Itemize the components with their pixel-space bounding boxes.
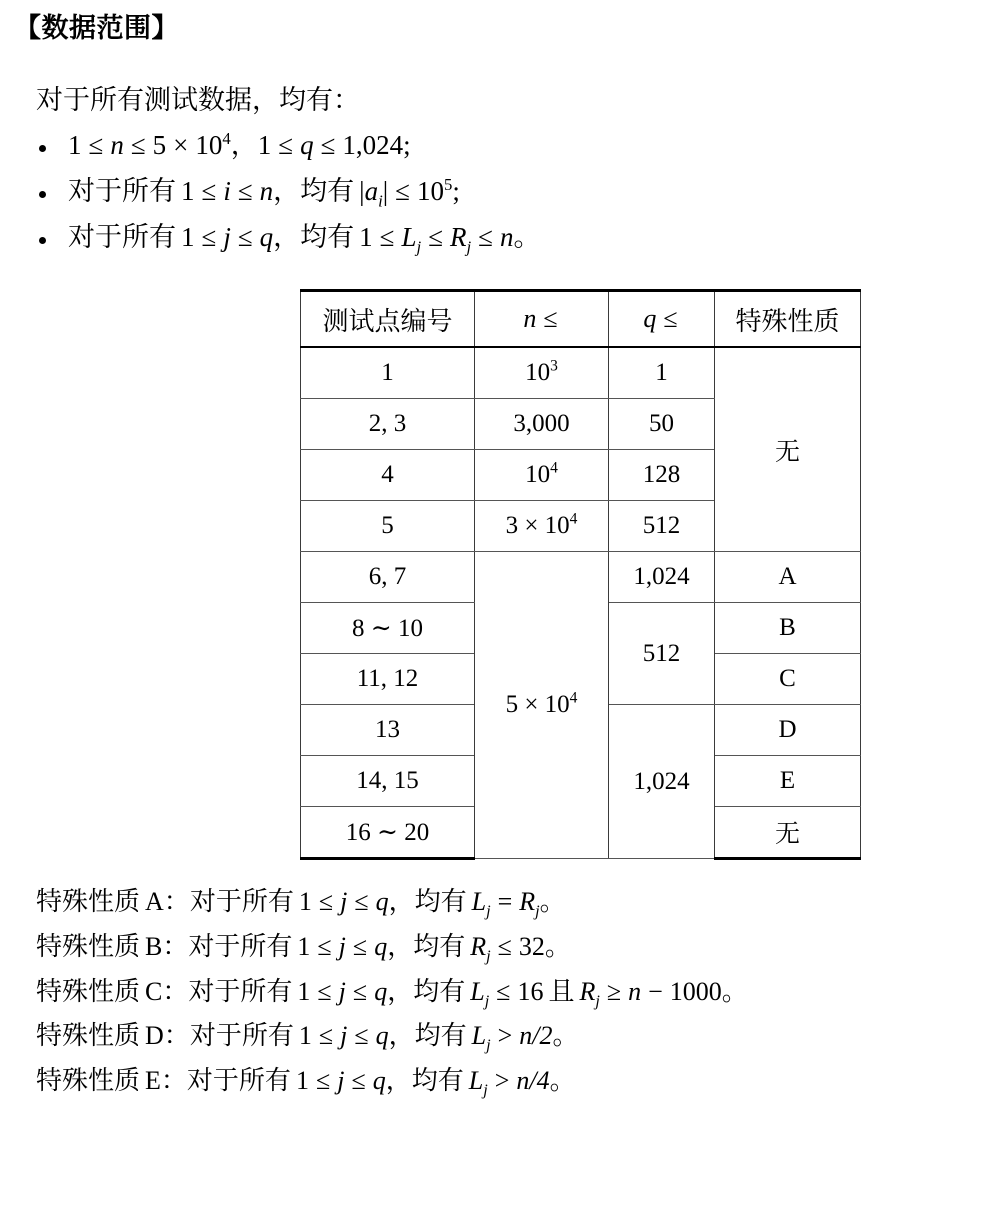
le-operator: ≤	[478, 222, 493, 253]
note-property-a	[36, 886, 1008, 921]
var-a: a	[364, 176, 379, 207]
value-one: 1	[257, 130, 272, 161]
comma-separator: ，	[388, 1021, 415, 1051]
cell-special-b: B	[715, 603, 861, 654]
cell-special-none-top: 无	[715, 347, 861, 552]
cell-special-a: A	[715, 552, 861, 603]
n-base: 5 × 10	[505, 691, 570, 719]
le-operator: ≤	[318, 887, 334, 917]
cell-special-d: D	[715, 705, 861, 756]
cell-n-limit	[475, 399, 609, 450]
cell-testpoint: 2, 3	[301, 399, 475, 450]
value-one: 1	[181, 176, 195, 207]
exponent: 5	[443, 175, 453, 195]
gt-operator: >	[497, 1021, 513, 1051]
var-j: j	[340, 887, 348, 917]
note-colon: ：	[163, 1021, 190, 1051]
text-holds: 均有	[413, 931, 466, 961]
list-item-constraint-a-i	[0, 175, 1008, 211]
var-q: q	[300, 130, 314, 161]
semicolon: ;	[403, 130, 411, 161]
note-letter: B	[145, 931, 163, 961]
le-operator: ≤	[318, 1021, 334, 1051]
note-label: 特殊性质	[36, 1021, 141, 1051]
var-n: n	[500, 222, 514, 253]
subscript-j: j	[466, 237, 472, 257]
var-n: n	[110, 130, 124, 161]
column-header-n-limit	[475, 291, 609, 348]
le-operator: ≤	[428, 222, 444, 253]
note-letter: A	[145, 887, 164, 917]
note-colon: ：	[162, 976, 189, 1006]
var-j: j	[337, 1066, 345, 1096]
var-j: j	[223, 222, 231, 253]
text-for-all: 对于所有	[188, 931, 293, 961]
comma-separator: ，	[387, 931, 414, 961]
subscript-j: j	[535, 903, 540, 921]
equals-operator: =	[497, 887, 513, 917]
le-operator: ≤	[315, 1066, 331, 1096]
subtask-table	[300, 289, 861, 860]
value-32: 32	[518, 931, 545, 961]
column-header-q-limit	[609, 291, 715, 348]
column-header-special: 特殊性质	[715, 291, 861, 348]
cell-q-limit: 50	[609, 399, 715, 450]
table-row	[301, 347, 861, 399]
var-L: L	[401, 222, 417, 253]
var-q: q	[259, 222, 274, 253]
le-operator: ≤	[130, 130, 146, 161]
var-L: L	[471, 1021, 487, 1051]
var-R: R	[579, 976, 596, 1006]
text-for-all: 对于所有	[68, 222, 176, 253]
page-title: 【数据范围】	[14, 13, 179, 43]
cell-special-none-bottom: 无	[715, 807, 861, 859]
le-operator: ≤	[354, 1021, 369, 1051]
var-R: R	[519, 887, 536, 917]
le-operator: ≤	[352, 931, 368, 961]
special-property-notes	[36, 886, 1008, 1100]
var-q: q	[374, 931, 388, 961]
cell-testpoint: 11, 12	[301, 654, 475, 705]
text-and: 且	[548, 976, 575, 1006]
cell-q-limit: 1	[609, 347, 715, 399]
period-cjk: 。	[513, 222, 541, 253]
le-operator: ≤	[201, 222, 217, 253]
var-L: L	[470, 976, 485, 1006]
le-operator: ≤	[496, 976, 511, 1006]
cell-n-limit	[475, 347, 609, 399]
intro-paragraph: 对于所有测试数据，均有：	[36, 85, 360, 116]
note-colon: ：	[163, 887, 190, 917]
le-operator: ≤	[320, 130, 336, 161]
table-header-row	[301, 291, 861, 348]
cell-testpoint: 5	[301, 501, 475, 552]
subscript-i: i	[378, 191, 383, 211]
abs-bar-open: |	[359, 176, 365, 207]
value-one: 1	[298, 1021, 312, 1051]
le-operator: ≤	[663, 304, 678, 334]
le-operator: ≤	[278, 130, 294, 161]
note-letter: D	[145, 1021, 164, 1051]
le-operator: ≤	[201, 176, 217, 207]
var-n: n	[259, 176, 274, 207]
le-operator: ≤	[237, 222, 253, 253]
list-item-constraint-l-r	[0, 222, 1008, 257]
subscript-j: j	[486, 1037, 491, 1055]
note-letter: E	[145, 1066, 161, 1096]
le-operator: ≤	[395, 176, 410, 207]
cell-n-limit	[475, 450, 609, 501]
var-n: n	[628, 976, 642, 1006]
comma-separator: ，	[273, 222, 301, 253]
comma-separator: ，	[230, 130, 258, 161]
text-for-all: 对于所有	[68, 176, 176, 207]
period-cjk: 。	[539, 887, 566, 917]
le-operator: ≤	[88, 130, 104, 161]
text-holds: 均有	[413, 976, 466, 1006]
le-operator: ≤	[237, 176, 253, 207]
note-letter: C	[145, 976, 163, 1006]
period-cjk: 。	[721, 976, 748, 1006]
var-q: q	[372, 1066, 386, 1096]
table-row	[301, 552, 861, 603]
value-one: 1	[298, 887, 312, 917]
subscript-j: j	[486, 903, 491, 921]
note-property-d	[36, 1020, 1008, 1055]
note-colon: ：	[162, 931, 189, 961]
value-1024: 1,024	[342, 130, 404, 161]
expr-n-over-4: n/4	[516, 1066, 550, 1096]
cell-q-limit-merged: 1,024	[609, 705, 715, 859]
var-L: L	[471, 887, 487, 917]
le-operator: ≤	[351, 1066, 366, 1096]
var-i: i	[223, 176, 231, 207]
comma-separator: ，	[273, 176, 301, 207]
cell-testpoint: 16 ∼ 20	[301, 807, 475, 859]
le-operator: ≤	[497, 931, 512, 961]
comma-separator: ，	[388, 887, 415, 917]
exponent: 4	[569, 689, 578, 707]
note-colon: ：	[160, 1066, 187, 1096]
var-R: R	[450, 222, 467, 253]
minus-operator: −	[648, 976, 663, 1006]
expr-n-over-2: n/2	[519, 1021, 553, 1051]
value-one: 1	[297, 976, 311, 1006]
subscript-j: j	[486, 948, 491, 966]
cell-testpoint: 13	[301, 705, 475, 756]
cell-testpoint: 4	[301, 450, 475, 501]
period-cjk: 。	[552, 1021, 579, 1051]
cell-q-limit: 512	[609, 501, 715, 552]
var-n: n	[523, 304, 537, 334]
period-cjk: 。	[544, 931, 571, 961]
cell-n-limit-merged	[475, 552, 609, 859]
text-holds: 均有	[300, 176, 355, 207]
var-q: q	[374, 976, 388, 1006]
comma-separator: ，	[387, 976, 414, 1006]
note-label: 特殊性质	[36, 1066, 141, 1096]
value-one: 1	[68, 130, 82, 161]
subscript-j: j	[416, 237, 422, 257]
le-operator: ≤	[317, 931, 332, 961]
note-label: 特殊性质	[36, 931, 141, 961]
times-operator: ×	[173, 130, 189, 161]
semicolon: ;	[452, 176, 460, 207]
subscript-j: j	[595, 992, 600, 1010]
exponent: 4	[569, 510, 578, 528]
n-base: 3,000	[513, 410, 570, 438]
le-operator: ≤	[543, 304, 558, 334]
cell-testpoint: 1	[301, 347, 475, 399]
text-holds: 均有	[411, 1066, 464, 1096]
var-q: q	[643, 304, 657, 334]
cell-special-e: E	[715, 756, 861, 807]
text-holds: 均有	[414, 887, 467, 917]
note-property-c	[36, 976, 1008, 1008]
value-base-ten: 10	[416, 176, 444, 207]
note-property-b	[36, 931, 1008, 966]
exponent: 3	[550, 357, 558, 375]
cell-q-limit: 1,024	[609, 552, 715, 603]
cell-testpoint: 14, 15	[301, 756, 475, 807]
value-one: 1	[181, 222, 195, 253]
cell-special-c: C	[715, 654, 861, 705]
value-one: 1	[297, 931, 311, 961]
cell-q-limit: 128	[609, 450, 715, 501]
comma-separator: ，	[385, 1066, 412, 1096]
value-one: 1	[359, 222, 373, 253]
note-label: 特殊性质	[36, 887, 141, 917]
text-holds: 均有	[300, 222, 355, 253]
subscript-j: j	[483, 1082, 488, 1100]
exponent: 4	[550, 459, 558, 477]
value-five: 5	[152, 130, 167, 161]
constraints-list	[0, 129, 1008, 257]
value-1000: 1000	[669, 976, 722, 1006]
n-base: 3 × 10	[505, 512, 570, 540]
text-holds: 均有	[414, 1021, 467, 1051]
note-label: 特殊性质	[36, 976, 141, 1006]
list-item-constraint-n-q	[0, 129, 1008, 161]
var-j: j	[338, 931, 346, 961]
n-base: 10	[525, 359, 551, 387]
le-operator: ≤	[317, 976, 332, 1006]
value-one: 1	[295, 1066, 309, 1096]
cell-testpoint: 8 ∼ 10	[301, 603, 475, 654]
text-for-all: 对于所有	[189, 1021, 294, 1051]
var-q: q	[375, 887, 389, 917]
subscript-j: j	[484, 992, 490, 1010]
text-for-all: 对于所有	[186, 1066, 291, 1096]
period-cjk: 。	[549, 1066, 576, 1096]
var-j: j	[338, 976, 346, 1006]
var-R: R	[470, 931, 487, 961]
value-base-ten: 10	[195, 130, 223, 161]
text-for-all: 对于所有	[188, 976, 293, 1006]
var-L: L	[468, 1066, 484, 1096]
column-header-testpoint: 测试点编号	[301, 291, 475, 348]
var-q: q	[375, 1021, 389, 1051]
text-for-all: 对于所有	[189, 887, 294, 917]
le-operator: ≤	[354, 887, 369, 917]
cell-testpoint: 6, 7	[301, 552, 475, 603]
ge-operator: ≥	[606, 976, 622, 1006]
var-j: j	[340, 1021, 348, 1051]
abs-bar-close: |	[382, 176, 389, 207]
gt-operator: >	[494, 1066, 510, 1096]
n-base: 10	[525, 461, 551, 489]
subtask-table-container	[0, 289, 1008, 860]
le-operator: ≤	[352, 976, 368, 1006]
exponent: 4	[222, 129, 231, 149]
le-operator: ≤	[379, 222, 395, 253]
cell-q-limit-merged: 512	[609, 603, 715, 705]
note-property-e	[36, 1065, 1008, 1100]
value-16: 16	[517, 976, 544, 1006]
cell-n-limit	[475, 501, 609, 552]
